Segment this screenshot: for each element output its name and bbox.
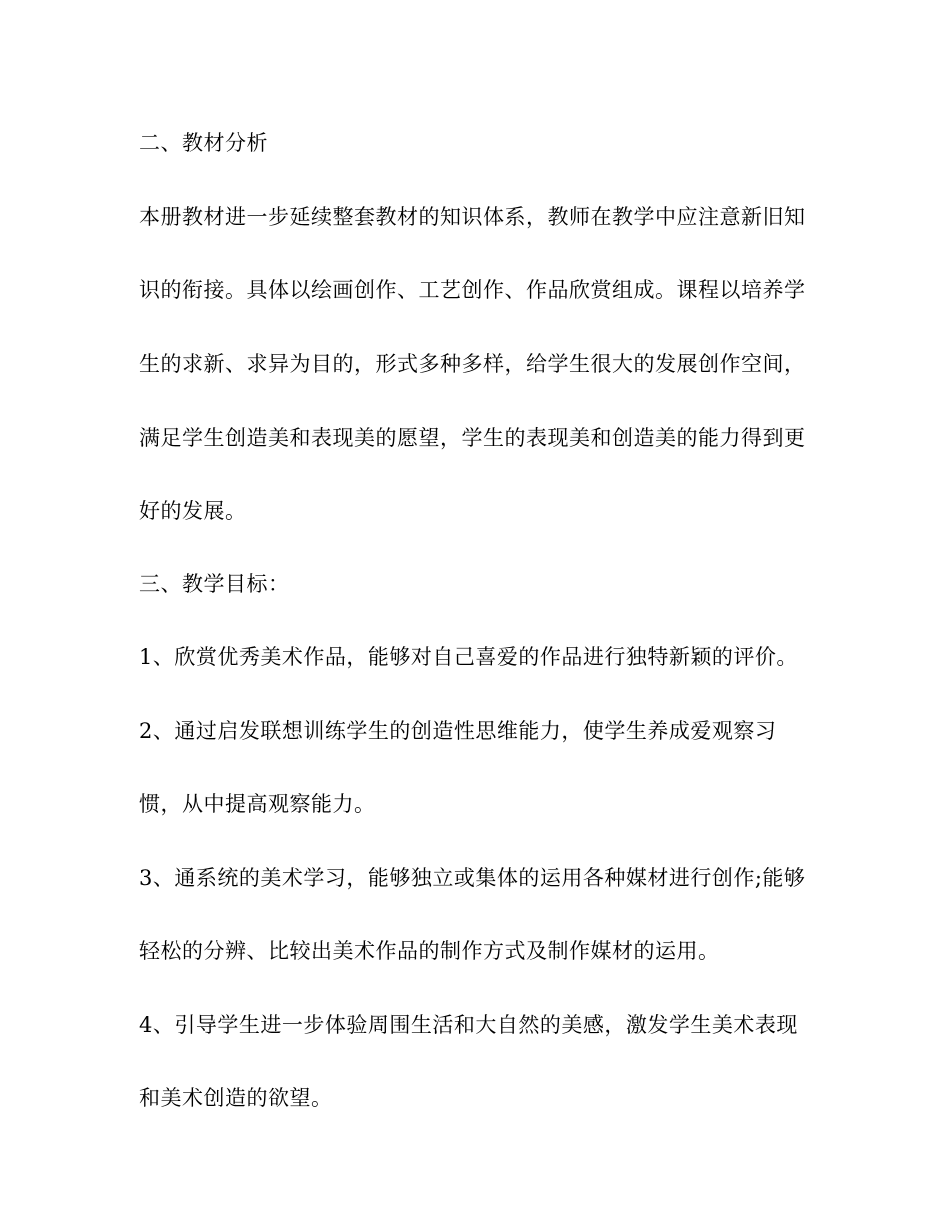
paragraph-line: 好的发展。: [139, 499, 247, 523]
paragraph-line: 识的衔接。具体以绘画创作、工艺创作、作品欣赏组成。课程以培养学: [139, 278, 806, 302]
paragraph-line: 生的求新、求异为目的，形式多种多样，给学生很大的发展创作空间，: [139, 352, 806, 376]
goal-item-1: 1、欣赏优秀美术作品，能够对自己喜爱的作品进行独特新颖的评价。: [139, 645, 798, 669]
paragraph-line: 满足学生创造美和表现美的愿望，学生的表现美和创造美的能力得到更: [139, 426, 806, 450]
paragraph-line: 本册教材进一步延续整套教材的知识体系，教师在教学中应注意新旧知: [139, 205, 806, 229]
goal-item-4: 4、引导学生进一步体验周围生活和大自然的美感，激发学生美术表现: [139, 1013, 798, 1037]
section-heading-teaching-goals: 三、教学目标：: [139, 572, 290, 596]
goal-item-3: 3、通系统的美术学习，能够独立或集体的运用各种媒材进行创作;能够: [139, 866, 806, 890]
section-heading-textbook-analysis: 二、教材分析: [139, 131, 268, 155]
goal-item-2-continued: 惯，从中提高观察能力。: [139, 792, 376, 816]
goal-item-4-continued: 和美术创造的欲望。: [139, 1086, 333, 1110]
goal-item-3-continued: 轻松的分辨、比较出美术作品的制作方式及制作媒材的运用。: [139, 939, 720, 963]
goal-item-2: 2、通过启发联想训练学生的创造性思维能力，使学生养成爱观察习: [139, 719, 777, 743]
